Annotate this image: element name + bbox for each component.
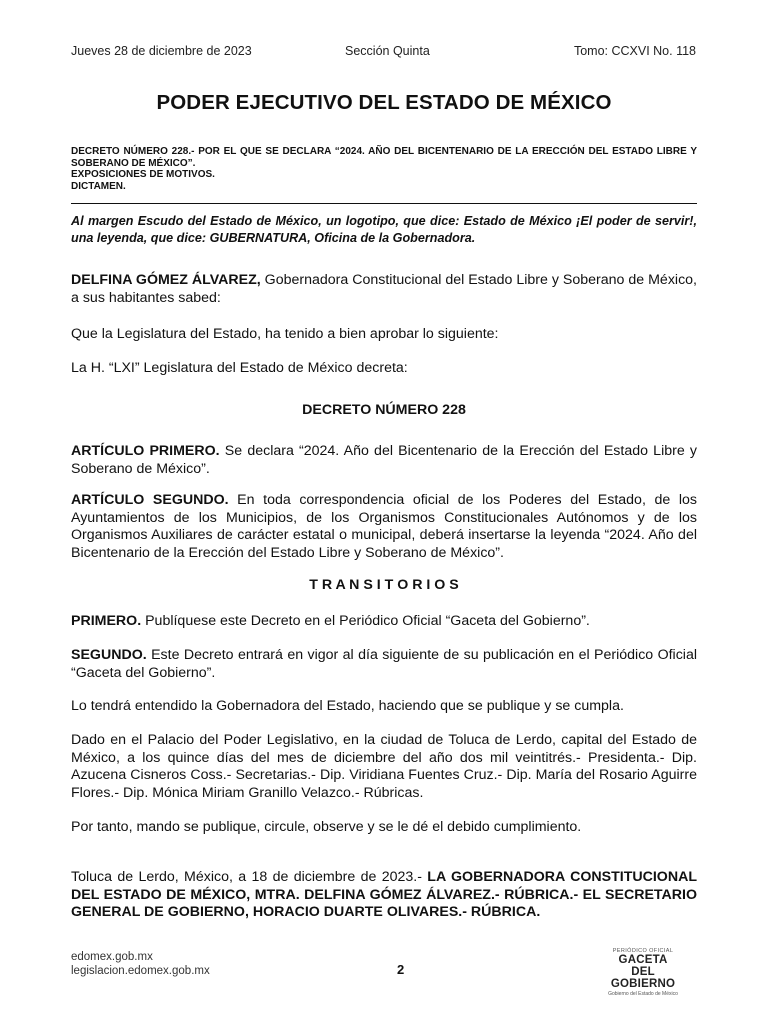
- margin-note: Al margen Escudo del Estado de México, un logotipo, que dice: Estado de México ¡El poder de servir!, una leyenda, que dice: GUBERNATURA, Oficina de la Gobernadora.: [71, 214, 697, 245]
- governor-name: DELFINA GÓMEZ ÁLVAREZ,: [71, 272, 261, 288]
- given-at-paragraph: Dado en el Palacio del Poder Legislativo, en la ciudad de Toluca de Lerdo, capital del Estado de México, a los quince días del mes de diciembre del año dos mil veintitrés.- Presidenta.- Dip. Azucena Cisneros Coss.- Secretarias.- Dip. Viridiana Fuentes Cruz.- Dip. María del Rosario Aguirre Flores.- Dip. Mónica Miriam Granillo Velazco.- Rúbricas.: [71, 732, 697, 801]
- intro-paragraph: [71, 272, 697, 307]
- divider: [71, 203, 697, 204]
- footer-link-edomex[interactable]: edomex.gob.mx: [71, 951, 153, 963]
- transitorio-first-text: Publíquese este Decreto en el Periódico Oficial “Gaceta del Gobierno”.: [141, 613, 590, 629]
- page-title: PODER EJECUTIVO DEL ESTADO DE MÉXICO: [156, 91, 612, 114]
- decree-summary: [71, 146, 697, 192]
- legislature-decrees: La H. “LXI” Legislatura del Estado de México decreta:: [71, 360, 408, 376]
- closing-paragraph: [71, 869, 697, 922]
- page-number: 2: [397, 962, 405, 977]
- transitorio-first: [71, 613, 697, 631]
- understood-paragraph: Lo tendrá entendido la Gobernadora del Estado, haciendo que se publique y se cumpla.: [71, 698, 624, 714]
- decree-summary-line1: DECRETO NÚMERO 228.- POR EL QUE SE DECLARA “2024. AÑO DEL BICENTENARIO DE LA ERECCIÓN DEL ESTADO LIBRE Y SOBERANO DE MÉXICO”.: [71, 146, 697, 169]
- header-section: Sección Quinta: [345, 44, 430, 58]
- closing-signatures: LA GOBERNADORA CONSTITUCIONAL DEL ESTADO DE MÉXICO, MTRA. DELFINA GÓMEZ ÁLVAREZ.- RÚBRICA.- EL SECRETARIO GENERAL DE GOBIERNO, HORACIO DUARTE OLIVARES.- RÚBRICA.: [71, 869, 697, 921]
- article-first-text: Se declara “2024. Año del Bicentenario de la Erección del Estado Libre y Soberano de México”.: [71, 443, 697, 477]
- logo-line3: DEL GOBIERNO: [610, 966, 676, 990]
- gaceta-logo: [598, 948, 688, 997]
- closing-place-date: Toluca de Lerdo, México, a 18 de diciembre de 2023.-: [71, 869, 422, 885]
- article-first-label: ARTÍCULO PRIMERO.: [71, 443, 220, 459]
- decree-heading: DECRETO NÚMERO 228: [302, 402, 466, 418]
- header-date: Jueves 28 de diciembre de 2023: [71, 44, 252, 58]
- header-tome: Tomo: CCXVI No. 118: [573, 44, 696, 58]
- article-second: [71, 492, 697, 562]
- legislature-approval: Que la Legislatura del Estado, ha tenido a bien aprobar lo siguiente:: [71, 326, 499, 342]
- footer-link-legislacion[interactable]: legislacion.edomex.gob.mx: [71, 964, 210, 977]
- page-header: [71, 44, 696, 60]
- transitorio-second-text: Este Decreto entrará en vigor al día siguiente de su publicación en el Periódico Oficial “Gaceta del Gobierno”.: [71, 647, 697, 681]
- article-second-label: ARTÍCULO SEGUNDO.: [71, 492, 229, 508]
- article-first: [71, 443, 697, 478]
- transitorios-heading: T R A N S I T O R I O S: [309, 577, 459, 593]
- transitorio-second: [71, 647, 697, 682]
- logo-line4: Gobierno del Estado de México: [608, 991, 678, 997]
- intro-text: Gobernadora Constitucional del Estado Libre y Soberano de México, a sus habitantes sabed:: [71, 272, 697, 306]
- transitorio-first-label: PRIMERO.: [71, 613, 142, 629]
- transitorio-second-label: SEGUNDO.: [71, 647, 147, 663]
- footer-links: [71, 951, 210, 978]
- article-second-text: En toda correspondencia oficial de los Poderes del Estado, de los Ayuntamientos de los Municipios, de los Organismos Constitucionales Autónomos y de los Organismos Auxiliares de carácter estatal o municipal, deberá insertarse la leyenda “2024. Año del Bicentenario de la Erección del Estado Libre y Soberano de México”.: [71, 492, 697, 561]
- decree-summary-line3: DICTAMEN.: [71, 180, 126, 192]
- logo-line1: PERIÓDICO OFICIAL: [612, 948, 674, 954]
- logo-line2: GACETA: [618, 954, 668, 966]
- decree-summary-line2: EXPOSICIONES DE MOTIVOS.: [71, 169, 215, 181]
- therefore-paragraph: Por tanto, mando se publique, circule, observe y se le dé el debido cumplimiento.: [71, 819, 582, 835]
